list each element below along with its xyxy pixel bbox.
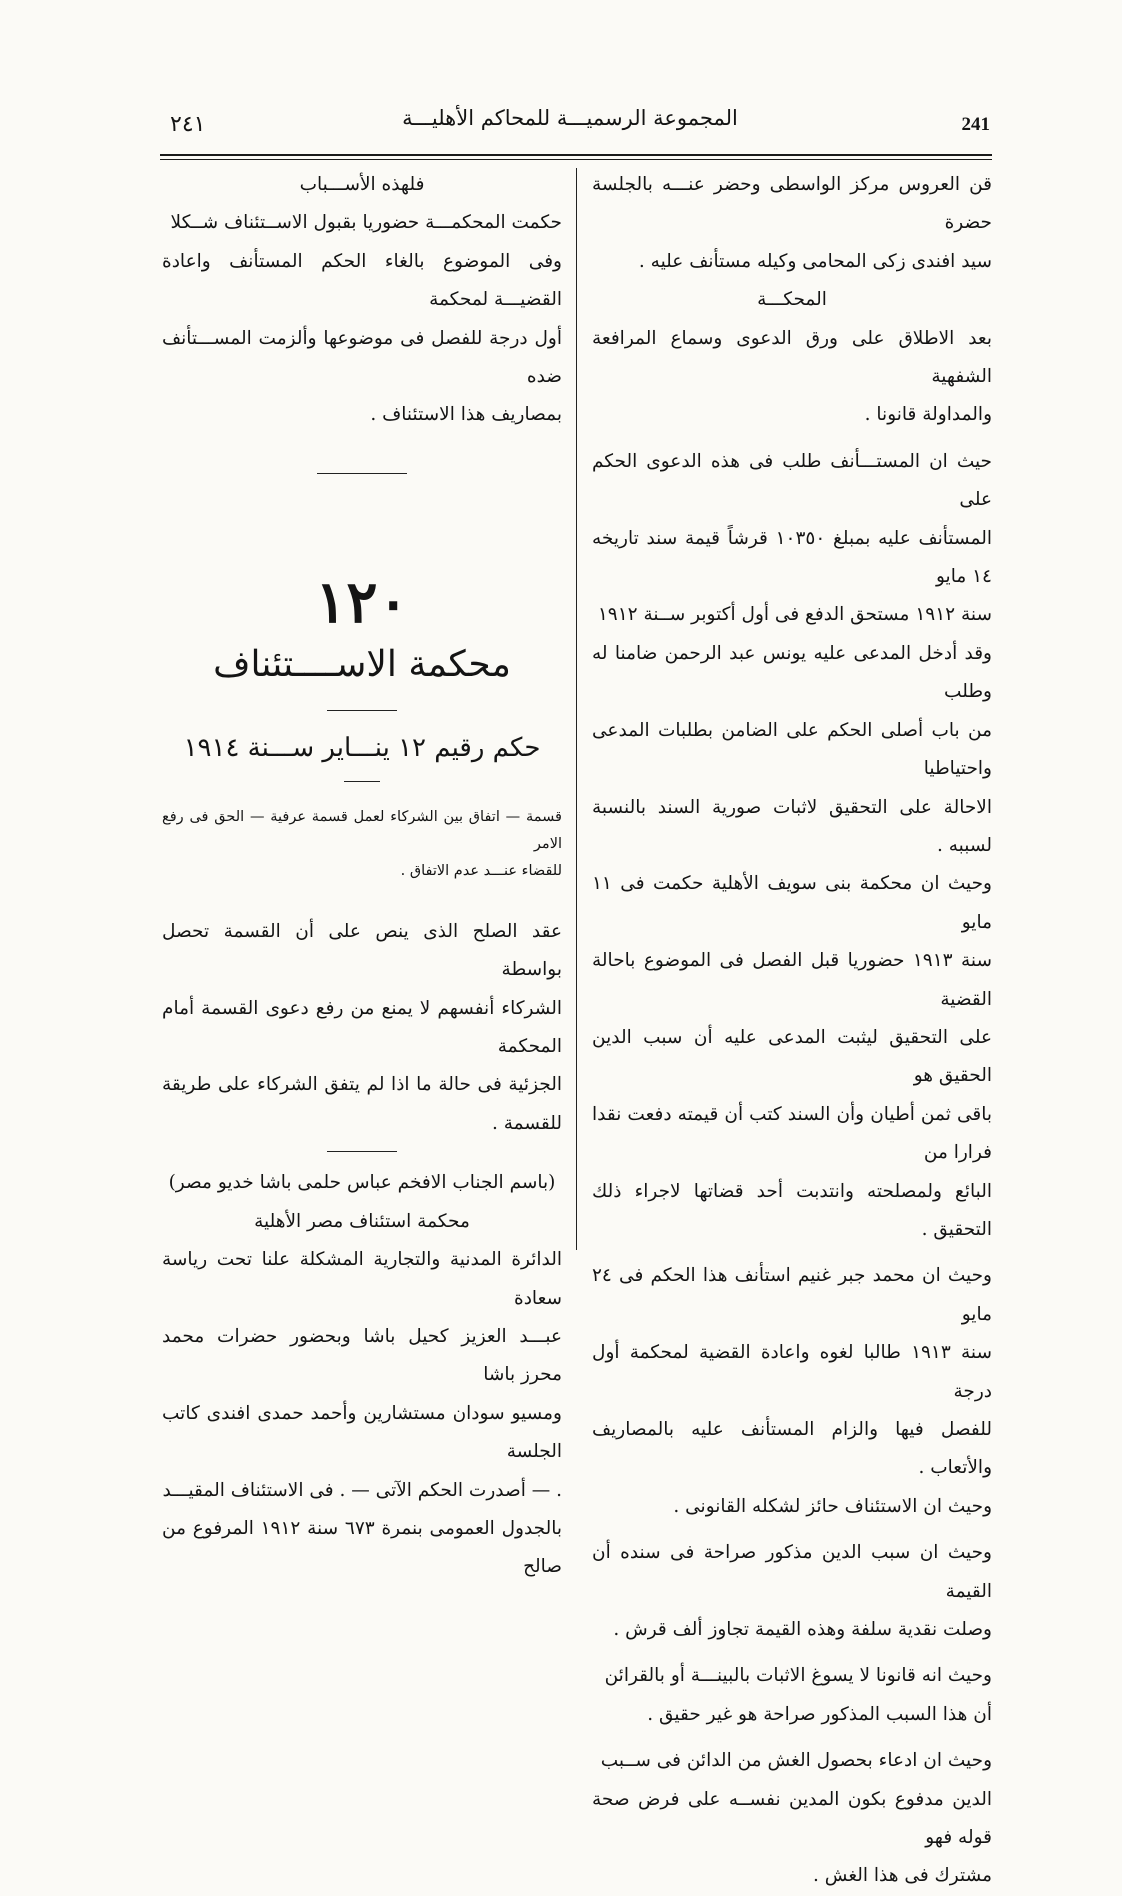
text-line: مشترك فى هذا الغش . — [812, 1865, 992, 1887]
text-line: على التحقيق ليثبت المدعى عليه أن سبب الدين الحقيق هو — [592, 1026, 992, 1087]
principle-line: الجزئية فى حالة ما اذا لم يتفق الشركاء على طريقة للقسمة . — [162, 1074, 562, 1134]
text-line: والمداولة قانونا . — [864, 404, 992, 426]
page-number-latin: 241 — [961, 114, 990, 135]
court-name: محكمة الاســــتئناف — [213, 643, 511, 685]
page-number-arabic: ٢٤١ — [170, 112, 206, 137]
court-header: محكمة استئناف مصر الأهلية — [254, 1210, 470, 1232]
page-header — [160, 104, 990, 144]
body-line: بالجدول العمومى بنمرة ٦٧٣ سنة ١٩١٢ المرفوع من صالح — [162, 1517, 563, 1578]
text-line: سنة ١٩١٣ طالبا لغوه واعادة القضية لمحكمة أول درجة — [592, 1342, 992, 1402]
principle-line: عقد الصلح الذى ينص على أن القسمة تحصل بواسطة — [162, 920, 562, 981]
text-line: سيد افندى زكى المحامى وكيله مستأنف عليه . — [638, 250, 992, 272]
running-title: المجموعة الرسميـــة للمحاكم الأهليـــة — [402, 106, 738, 130]
text-line: الاحالة على التحقيق لاثبات صورية السند بالنسبة لسببه . — [592, 796, 992, 856]
judgment-date: حكم رقيم ١٢ ينـــاير ســـنة ١٩١٤ — [183, 732, 541, 763]
body-line: . — أصدرت الحكم الآتى — . فى الاستئناف المقيـــد — [162, 1479, 562, 1501]
text-line: حيث ان المستـــأنف طلب فى هذه الدعوى الحكم على — [592, 450, 992, 511]
text-line: وحيث ان سبب الدين مذكور صراحة فى سنده أن القيمة — [592, 1542, 992, 1602]
body-line: الدائرة المدنية والتجارية المشكلة علنا تحت رياسة سعادة — [162, 1249, 562, 1309]
text-line: من باب أصلى الحكم على الضامن بطلبات المدعى واحتياطيا — [592, 719, 992, 780]
case-number: ١٢٠ — [315, 567, 409, 636]
left-column — [162, 166, 562, 1587]
text-line: أن هذا السبب المذكور صراحة هو غير حقيق . — [647, 1703, 992, 1725]
principle-line: الشركاء أنفسهم لا يمنع من رفع دعوى القسمة أمام المحكمة — [162, 997, 562, 1058]
case-summary: قسمة — اتفاق بين الشركاء لعمل قسمة عرفية — الحق فى رفع الامر — [162, 808, 562, 852]
text-line: وحيث ان الاستئناف حائز لشكله القانونى . — [673, 1495, 992, 1517]
right-column — [592, 166, 992, 1896]
text-line: وحيث انه قانونا لا يسوغ الاثبات بالبينـــة أو بالقرائن — [604, 1665, 992, 1687]
verdict-line: أول درجة للفصل فى موضوعها وألزمت المســـتأنف ضده — [162, 327, 562, 388]
text-line: وحيث ان محمد جبر غنيم استأنف هذا الحكم فى ٢٤ مايو — [592, 1265, 992, 1325]
header-rule — [160, 154, 992, 160]
verdict-line: حكمت المحكمـــة حضوريا بقبول الاســتئناف شــكلا — [170, 212, 562, 234]
text-line: الدين مدفوع بكون المدين نفســه على فرض صحة قوله فهو — [592, 1788, 992, 1849]
text-line: قن العروس مركز الواسطى وحضر عنـــه بالجلسة حضرة — [592, 174, 992, 234]
text-line: وحيث ان ادعاء بحصول الغش من الدائن فى ســبب — [600, 1750, 992, 1772]
text-line: بعد الاطلاق على ورق الدعوى وسماع المرافعة الشفهية — [592, 327, 992, 388]
invocation: (باسم الجناب الافخم عباس حلمى باشا خديو مصر) — [168, 1172, 556, 1194]
text-line: وحيث ان محكمة بنى سويف الأهلية حكمت فى ١١ مايو — [592, 873, 992, 933]
text-line: باقى ثمن أطيان وأن السند كتب أن قيمته دفعت نقدا فرارا من — [592, 1103, 992, 1164]
text-line: البائع ولمصلحته وانتدبت أحد قضاتها لاجراء ذلك التحقيق . — [592, 1180, 992, 1240]
column-divider — [576, 168, 577, 1250]
body-line: عبـــد العزيز كحيل باشا وبحضور حضرات محمد محرز باشا — [162, 1325, 562, 1386]
text-line: للفصل فيها والزام المستأنف عليه بالمصاريف والأتعاب . — [592, 1419, 992, 1479]
text-line: سنة ١٩١٢ مستحق الدفع فى أول أكتوبر ســنة ١٩١٢ — [597, 604, 992, 626]
section-heading-court: المحكـــة — [757, 289, 827, 311]
reasons-heading: فلهذه الأســـباب — [299, 174, 425, 195]
body-line: ومسيو سودان مستشارين وأحمد حمدى افندى كاتب الجلسة — [162, 1402, 562, 1463]
case-summary: للقضاء عنـــد عدم الاتفاق . — [400, 862, 562, 879]
verdict-line: وفى الموضوع بالغاء الحكم المستأنف واعادة القضيـــة لمحكمة — [162, 250, 562, 311]
verdict-line: بمصاريف هذا الاستئناف . — [370, 404, 562, 426]
text-line: المستأنف عليه بمبلغ ١٠٣٥٠ قرشاً قيمة سند تاريخه ١٤ مايو — [592, 527, 992, 588]
text-line: سنة ١٩١٣ حضوريا قبل الفصل فى الموضوع باحالة القضية — [592, 950, 992, 1010]
text-line: وقد أدخل المدعى عليه يونس عبد الرحمن ضامنا له وطلب — [592, 642, 992, 703]
text-line: وصلت نقدية سلفة وهذه القيمة تجاوز ألف قرش . — [613, 1619, 992, 1641]
